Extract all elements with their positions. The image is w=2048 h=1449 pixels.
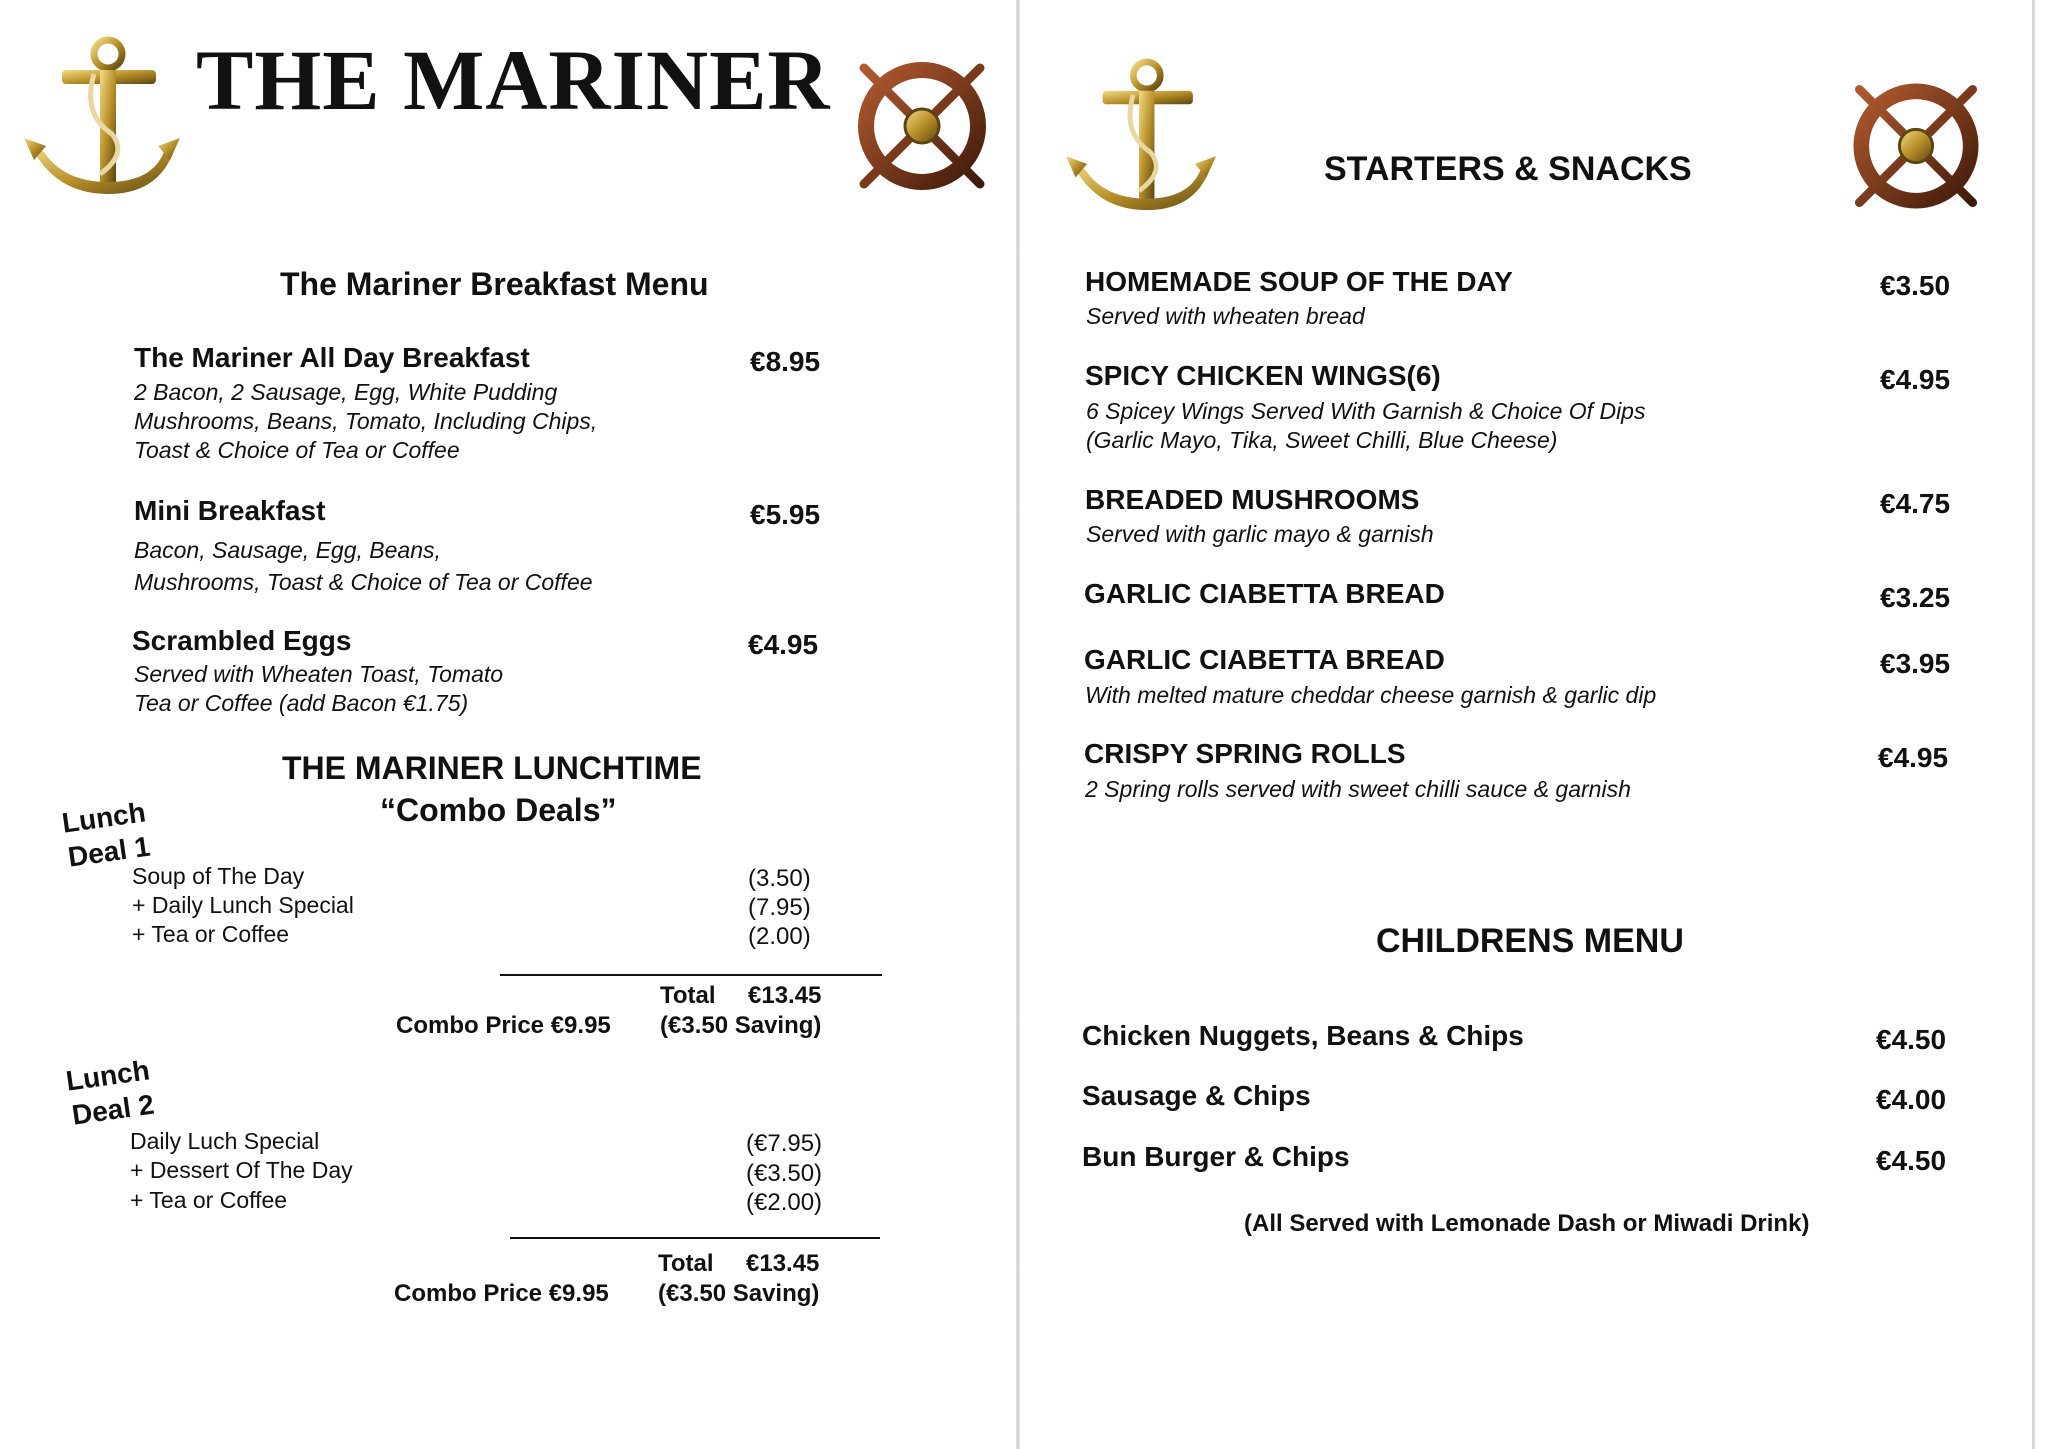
breakfast-menu-heading: The Mariner Breakfast Menu — [280, 266, 709, 302]
brand-title: THE MARINER — [196, 32, 831, 128]
childrens-item-price: €4.50 — [1876, 1024, 1947, 1055]
combo-deals-heading: “Combo Deals” — [380, 792, 617, 828]
childrens-item-price: €4.50 — [1876, 1145, 1947, 1176]
deal-line-price: (7.95) — [748, 894, 811, 921]
starter-item-name: SPICY CHICKEN WINGS(6) — [1085, 360, 1441, 391]
deal-line-price: (€2.00) — [746, 1189, 823, 1216]
total-divider — [500, 974, 882, 976]
starter-item-name: HOMEMADE SOUP OF THE DAY — [1085, 266, 1513, 297]
anchor-icon — [1066, 56, 1216, 218]
deal-total-label: Total — [660, 982, 716, 1009]
description-line: 6 Spicey Wings Served With Garnish & Choice Of Dips — [1086, 398, 1646, 424]
starter-item-name: CRISPY SPRING ROLLS — [1084, 738, 1406, 769]
deal-tag: Lunch — [64, 1054, 152, 1097]
menu-item-name: The Mariner All Day Breakfast — [134, 342, 530, 373]
deal-line-item: + Dessert Of The Day — [130, 1157, 353, 1183]
deal-tag: Lunch — [60, 796, 148, 839]
childrens-item-name: Chicken Nuggets, Beans & Chips — [1082, 1020, 1524, 1051]
total-divider — [510, 1237, 880, 1239]
starter-item-description: With melted mature cheddar cheese garnish & garlic dip — [1085, 682, 1657, 708]
starter-item-price: €4.95 — [1880, 364, 1951, 395]
starter-item-price: €3.95 — [1880, 648, 1951, 679]
starter-item-price: €3.50 — [1880, 270, 1951, 301]
combo-price: Combo Price €9.95 — [394, 1280, 609, 1307]
starter-item-description: 2 Spring rolls served with sweet chilli sauce & garnish — [1085, 776, 1631, 802]
deal-line-price: (3.50) — [748, 865, 811, 892]
description-line: 2 Bacon, 2 Sausage, Egg, White Pudding — [134, 379, 558, 405]
deal-tag: Deal 2 — [70, 1088, 157, 1131]
description-line: Bacon, Sausage, Egg, Beans, — [134, 537, 441, 563]
anchor-icon — [24, 34, 180, 202]
menu-item-price: €5.95 — [750, 499, 821, 530]
starter-item-description — [1086, 397, 1645, 455]
ships-wheel-icon — [836, 40, 1008, 212]
menu-item-description — [134, 378, 597, 465]
starter-item-price: €4.75 — [1880, 488, 1951, 519]
menu-item-description — [134, 534, 593, 598]
menu-item-name: Scrambled Eggs — [132, 625, 352, 656]
starter-item-description: Served with garlic mayo & garnish — [1086, 521, 1434, 547]
deal-line-item: Daily Luch Special — [130, 1128, 320, 1154]
childrens-item-name: Sausage & Chips — [1082, 1080, 1311, 1111]
deal-line-item: Soup of The Day — [132, 863, 305, 889]
deal-line-price: (€3.50) — [746, 1160, 823, 1187]
page-edge — [2032, 0, 2035, 1449]
starter-item-price: €4.95 — [1878, 742, 1949, 773]
starters-heading: STARTERS & SNACKS — [1324, 150, 1692, 188]
lunch-heading: THE MARINER LUNCHTIME — [282, 750, 702, 786]
description-line: Toast & Choice of Tea or Coffee — [134, 437, 460, 463]
starter-item-name: GARLIC CIABETTA BREAD — [1084, 644, 1445, 675]
deal-total-label: Total — [658, 1250, 714, 1277]
description-line: Mushrooms, Beans, Tomato, Including Chips, — [134, 408, 598, 434]
starter-item-name: BREADED MUSHROOMS — [1085, 484, 1420, 515]
menu-item-description — [134, 660, 503, 718]
deal-line-price: (€7.95) — [746, 1130, 823, 1157]
description-line: Served with Wheaten Toast, Tomato — [134, 661, 504, 687]
starter-item-name: GARLIC CIABETTA BREAD — [1084, 578, 1445, 609]
menu-item-price: €4.95 — [748, 629, 819, 660]
starter-item-description: Served with wheaten bread — [1086, 303, 1365, 329]
starter-item-price: €3.25 — [1880, 582, 1951, 613]
description-line: Mushrooms, Toast & Choice of Tea or Coffee — [134, 569, 593, 595]
childrens-item-name: Bun Burger & Chips — [1082, 1141, 1350, 1172]
deal-total-value: €13.45 — [748, 982, 822, 1009]
menu-item-price: €8.95 — [750, 346, 821, 377]
deal-saving: (€3.50 Saving) — [658, 1280, 820, 1307]
left-menu-page — [0, 0, 1018, 1449]
deal-line-item: + Tea or Coffee — [130, 1187, 288, 1213]
deal-saving: (€3.50 Saving) — [660, 1012, 822, 1039]
menu-item-name: Mini Breakfast — [134, 495, 326, 526]
menu-spine — [1016, 0, 1020, 1449]
description-line: (Garlic Mayo, Tika, Sweet Chilli, Blue Cheese) — [1086, 427, 1558, 453]
deal-line-item: + Tea or Coffee — [132, 921, 290, 947]
deal-total-value: €13.45 — [746, 1250, 820, 1277]
childrens-note: (All Served with Lemonade Dash or Miwadi Drink) — [1244, 1210, 1810, 1237]
combo-price: Combo Price €9.95 — [396, 1012, 611, 1039]
ships-wheel-icon — [1832, 62, 2000, 230]
deal-line-price: (2.00) — [748, 923, 811, 950]
description-line: Tea or Coffee (add Bacon €1.75) — [134, 690, 469, 716]
childrens-item-price: €4.00 — [1876, 1084, 1947, 1115]
deal-tag: Deal 1 — [66, 830, 153, 873]
deal-line-item: + Daily Lunch Special — [132, 892, 354, 918]
childrens-heading: CHILDRENS MENU — [1376, 922, 1684, 960]
